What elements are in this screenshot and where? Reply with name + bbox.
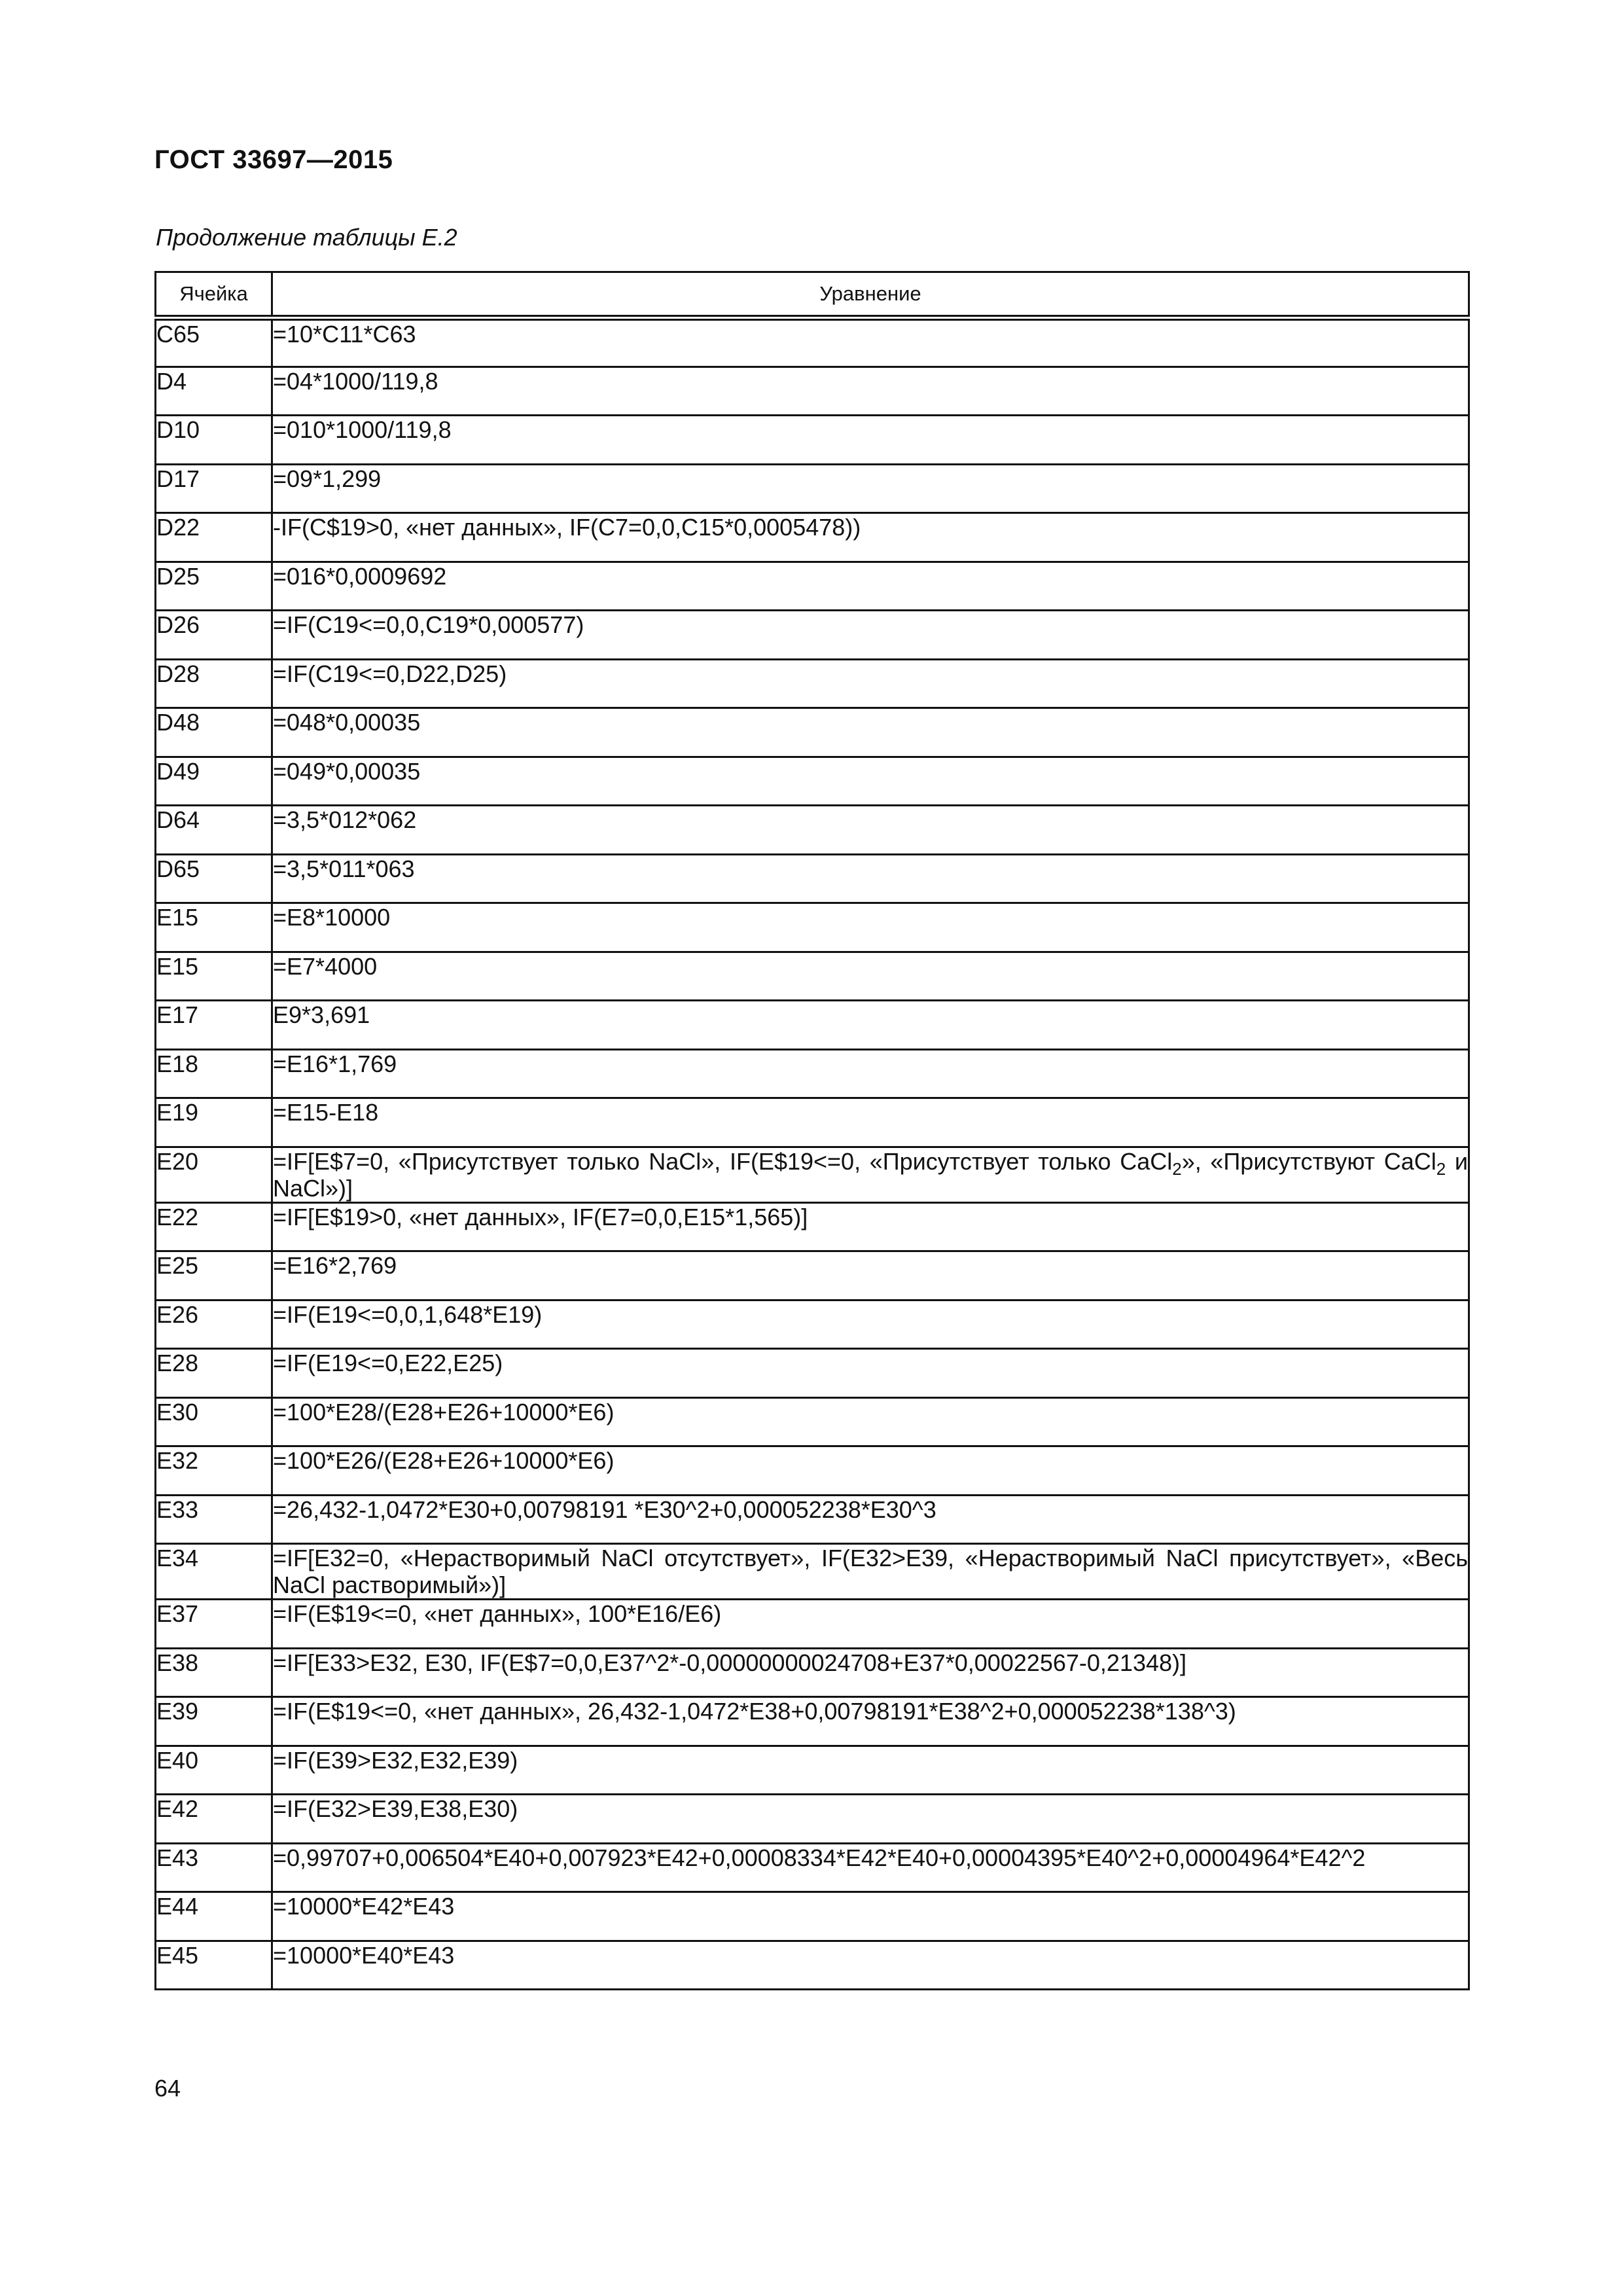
equation-text: E9*3,691: [272, 1001, 1469, 1050]
equation-text: =IF(E19<=0,E22,E25): [272, 1349, 1469, 1398]
cell-reference: E40: [156, 1746, 272, 1795]
equation-text: =IF(E19<=0,0,1,648*E19): [272, 1300, 1469, 1349]
table-row: [156, 757, 1469, 806]
table-row: [156, 318, 1469, 367]
column-header-equation: Уравнение: [272, 272, 1469, 318]
cell-reference: E42: [156, 1795, 272, 1844]
table-row: [156, 659, 1469, 708]
cell-reference: E15: [156, 952, 272, 1001]
subscript: 2: [1172, 1158, 1182, 1179]
column-header-cell: Ячейка: [156, 272, 272, 318]
cell-reference: E20: [156, 1147, 272, 1202]
cell-reference: E25: [156, 1251, 272, 1300]
cell-reference: E43: [156, 1843, 272, 1892]
equation-text: =E8*10000: [272, 903, 1469, 952]
cell-reference: C65: [156, 318, 272, 367]
table-row: [156, 416, 1469, 465]
table-row: [156, 854, 1469, 903]
equation-text: =IF[E32=0, «Нерастворимый NaCl отсутствует», IF(E32>E39, «Нерастворимый NaCl присутствует», «Весь NaCl растворимый»)]: [273, 1545, 1468, 1598]
equation-text: =26,432-1,0472*E30+0,00798191 *E30^2+0,000052238*E30^3: [272, 1495, 1469, 1544]
table-row: [156, 952, 1469, 1001]
cell-reference: D48: [156, 708, 272, 757]
equation-text: =IF(E$19<=0, «нет данных», 26,432-1,0472*E38+0,00798191*E38^2+0,000052238*138^3): [272, 1697, 1469, 1746]
cell-reference: E45: [156, 1941, 272, 1990]
cell-reference: D25: [156, 562, 272, 611]
table-row: [156, 1001, 1469, 1050]
equations-table: [154, 271, 1470, 1990]
table-row: [156, 708, 1469, 757]
equation-text: =016*0,0009692: [272, 562, 1469, 611]
cell-reference: E39: [156, 1697, 272, 1746]
cell-reference: E33: [156, 1495, 272, 1544]
table-row: [156, 464, 1469, 513]
cell-reference: E38: [156, 1648, 272, 1697]
equation-text: =3,5*012*062: [272, 806, 1469, 855]
table-body: [156, 318, 1469, 1990]
equation-fragment: и NaCl»)]: [273, 1147, 1468, 1202]
page-number: 64: [154, 2075, 181, 2102]
cell-reference: D26: [156, 611, 272, 660]
equation-text: =10*C11*C63: [272, 318, 1469, 367]
equation-text: =E16*2,769: [272, 1251, 1469, 1300]
equation-text: =048*0,00035: [272, 708, 1469, 757]
table-row: [156, 562, 1469, 611]
table-row: [156, 1544, 1469, 1600]
cell-reference: D64: [156, 806, 272, 855]
cell-reference: E15: [156, 903, 272, 952]
table-row: [156, 903, 1469, 952]
equation-text: =0,99707+0,006504*E40+0,007923*E42+0,00008334*E42*E40+0,00004395*E40^2+0,00004964*E42^2: [272, 1843, 1469, 1892]
table-row: [156, 1795, 1469, 1844]
table-row: [156, 1147, 1469, 1202]
cell-reference: D22: [156, 513, 272, 562]
equation-text: =10000*E42*E43: [272, 1892, 1469, 1941]
table-row: [156, 513, 1469, 562]
table-row: [156, 611, 1469, 660]
equation-text: =049*0,00035: [272, 757, 1469, 806]
equation-text: =100*E26/(E28+E26+10000*E6): [272, 1446, 1469, 1496]
table-row: [156, 806, 1469, 855]
subscript: 2: [1436, 1158, 1446, 1179]
table-row: [156, 1843, 1469, 1892]
table-row: [156, 1892, 1469, 1941]
cell-reference: E18: [156, 1049, 272, 1098]
cell-reference: E44: [156, 1892, 272, 1941]
equation-text: =09*1,299: [272, 464, 1469, 513]
cell-reference: E37: [156, 1600, 272, 1649]
equation-text: =IF[E$19>0, «нет данных», IF(E7=0,0,E15*1,565)]: [272, 1202, 1469, 1251]
table-row: [156, 1600, 1469, 1649]
equation-text: [272, 1147, 1469, 1202]
cell-reference: D65: [156, 854, 272, 903]
equation-fragment: =IF[E$7=0, «Присутствует только NaCl», IF(E$19<=0, «Присутствует только CaCl: [273, 1147, 1173, 1175]
equation-text: =10000*E40*E43: [272, 1941, 1469, 1990]
equation-text: =IF[E33>E32, E30, IF(E$7=0,0,E37^2*-0,00000000024708+E37*0,00022567-0,21348)]: [272, 1648, 1469, 1697]
table-row: [156, 1397, 1469, 1446]
equation-text: =3,5*011*063: [272, 854, 1469, 903]
table-row: [156, 1446, 1469, 1496]
cell-reference: E30: [156, 1397, 272, 1446]
equation-text: =IF(E$19<=0, «нет данных», 100*E16/E6): [272, 1600, 1469, 1649]
cell-reference: E28: [156, 1349, 272, 1398]
table-row: [156, 1049, 1469, 1098]
equation-text: =IF(C19<=0,D22,D25): [272, 659, 1469, 708]
table-row: [156, 1098, 1469, 1147]
equation-text: =100*E28/(E28+E26+10000*E6): [272, 1397, 1469, 1446]
equation-text: -IF(C$19>0, «нет данных», IF(C7=0,0,C15*0,0005478)): [272, 513, 1469, 562]
table-row: [156, 367, 1469, 416]
document-header: ГОСТ 33697—2015: [154, 145, 393, 174]
table-caption: Продолжение таблицы Е.2: [156, 224, 457, 251]
equation-text: =010*1000/119,8: [272, 416, 1469, 465]
cell-reference: E19: [156, 1098, 272, 1147]
equation-text: =IF(E39>E32,E32,E39): [272, 1746, 1469, 1795]
table-row: [156, 1697, 1469, 1746]
cell-reference: E34: [156, 1544, 272, 1600]
table-row: [156, 1300, 1469, 1349]
cell-reference: D17: [156, 464, 272, 513]
cell-reference: E22: [156, 1202, 272, 1251]
table-row: [156, 1251, 1469, 1300]
equation-text: =IF(C19<=0,0,C19*0,000577): [272, 611, 1469, 660]
cell-reference: E26: [156, 1300, 272, 1349]
cell-reference: E32: [156, 1446, 272, 1496]
table-row: [156, 1941, 1469, 1990]
cell-reference: D4: [156, 367, 272, 416]
equation-text: =E7*4000: [272, 952, 1469, 1001]
equation-fragment: », «Присутствуют CaCl: [1181, 1147, 1436, 1175]
equation-text: =E16*1,769: [272, 1049, 1469, 1098]
table-row: [156, 1349, 1469, 1398]
equation-text: =04*1000/119,8: [272, 367, 1469, 416]
table-row: [156, 1746, 1469, 1795]
table-header-row: [156, 272, 1469, 318]
equation-text: =IF(E32>E39,E38,E30): [272, 1795, 1469, 1844]
cell-reference: D28: [156, 659, 272, 708]
cell-reference: E17: [156, 1001, 272, 1050]
cell-reference: D49: [156, 757, 272, 806]
equation-text: =E15-E18: [272, 1098, 1469, 1147]
table-row: [156, 1202, 1469, 1251]
cell-reference: D10: [156, 416, 272, 465]
table-row: [156, 1495, 1469, 1544]
table-row: [156, 1648, 1469, 1697]
